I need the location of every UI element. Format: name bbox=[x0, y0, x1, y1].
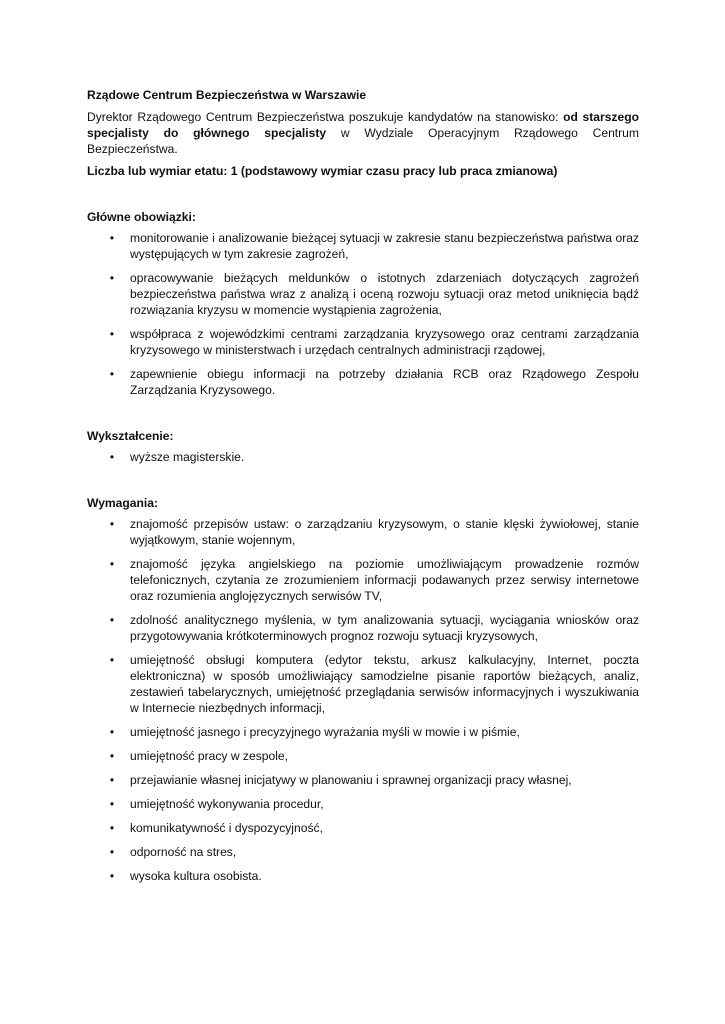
list-item bbox=[87, 230, 639, 262]
list-item bbox=[87, 748, 639, 764]
list-item-text: wysoka kultura osobista. bbox=[130, 869, 262, 883]
bullet-icon: • bbox=[109, 557, 115, 571]
list-item-text: umiejętność wykonywania procedur, bbox=[130, 797, 324, 811]
list-item-text: przejawianie własnej inicjatywy w planowaniu i sprawnej organizacji pracy własnej, bbox=[130, 773, 572, 787]
list-item-text: wyższe magisterskie. bbox=[130, 450, 245, 464]
list-item bbox=[87, 516, 639, 548]
intro-text-end: w Wydziale Operacyjnym Rządowego Centrum Bezpieczeństwa. bbox=[87, 126, 639, 156]
bullet-icon: • bbox=[109, 821, 115, 835]
list-item bbox=[87, 724, 639, 740]
list-item bbox=[87, 844, 639, 860]
intro-paragraph bbox=[87, 109, 639, 157]
intro-text-start: Dyrektor Rządowego Centrum Bezpieczeństwa poszukuje kandydatów na stanowisko: bbox=[87, 110, 564, 124]
bullet-icon: • bbox=[109, 869, 115, 883]
list-item-text: znajomość języka angielskiego na poziomie umożliwiającym prowadzenie rozmów telefonicznych, czytania ze zrozumieniem informacji podawanych przez serwisy internetowe oraz rozumienia anglojęzycznych serwisów TV, bbox=[130, 557, 639, 603]
list-item-text: zapewnienie obiegu informacji na potrzeby działania RCB oraz Rządowego Zespołu Zarządzania Kryzysowego. bbox=[130, 367, 639, 397]
list-item-text: umiejętność obsługi komputera (edytor tekstu, arkusz kalkulacyjny, Internet, poczta elektroniczna) w sposób umożliwiający samodzielne pisanie raportów bieżących, analiz, zestawień tabelarycznych, umiejętność przeglądania serwisów informacyjnych i wyszukiwania w Internecie niezbędnych informacji, bbox=[130, 653, 639, 715]
list-item bbox=[87, 868, 639, 884]
duties-heading: Główne obowiązki: bbox=[87, 210, 196, 224]
bullet-icon: • bbox=[109, 613, 115, 627]
bullet-icon: • bbox=[109, 327, 115, 341]
list-item-text: opracowywanie bieżących meldunków o istotnych zdarzeniach dotyczących zagrożeń bezpieczeństwa państwa wraz z analizą i oceną rozwoju sytuacji oraz metod uniknięcia bądź rozwiązania kryzysu w momencie wystąpienia zagrożenia, bbox=[130, 271, 639, 317]
bullet-icon: • bbox=[109, 367, 115, 381]
list-item bbox=[87, 612, 639, 644]
document-content bbox=[87, 87, 639, 892]
fte-line: Liczba lub wymiar etatu: 1 (podstawowy wymiar czasu pracy lub praca zmianowa) bbox=[87, 164, 558, 178]
bullet-icon: • bbox=[109, 797, 115, 811]
bullet-icon: • bbox=[109, 271, 115, 285]
education-list bbox=[87, 449, 639, 465]
list-item bbox=[87, 270, 639, 318]
requirements-heading: Wymagania: bbox=[87, 496, 159, 510]
list-item bbox=[87, 366, 639, 398]
list-item-text: współpraca z wojewódzkimi centrami zarządzania kryzysowego oraz centrami zarządzania kryzysowego w ministerstwach i urzędach centralnych administracji rządowej, bbox=[130, 327, 639, 357]
education-heading: Wykształcenie: bbox=[87, 429, 174, 443]
list-item bbox=[87, 820, 639, 836]
bullet-icon: • bbox=[109, 749, 115, 763]
list-item bbox=[87, 449, 639, 465]
bullet-icon: • bbox=[109, 653, 115, 667]
bullet-icon: • bbox=[109, 845, 115, 859]
list-item-text: odporność na stres, bbox=[130, 845, 237, 859]
bullet-icon: • bbox=[109, 517, 115, 531]
list-item-text: monitorowanie i analizowanie bieżącej sytuacji w zakresie stanu bezpieczeństwa państwa oraz występujących w tym zakresie zagrożeń, bbox=[130, 231, 639, 261]
list-item bbox=[87, 326, 639, 358]
list-item bbox=[87, 796, 639, 812]
list-item-text: umiejętność jasnego i precyzyjnego wyrażania myśli w mowie i w piśmie, bbox=[130, 725, 520, 739]
list-item-text: umiejętność pracy w zespole, bbox=[130, 749, 288, 763]
organization-title: Rządowe Centrum Bezpieczeństwa w Warszawie bbox=[87, 88, 367, 102]
list-item-text: komunikatywność i dyspozycyjność, bbox=[130, 821, 323, 835]
bullet-icon: • bbox=[109, 450, 115, 464]
list-item bbox=[87, 556, 639, 604]
bullet-icon: • bbox=[109, 725, 115, 739]
bullet-icon: • bbox=[109, 773, 115, 787]
list-item bbox=[87, 772, 639, 788]
list-item bbox=[87, 652, 639, 716]
requirements-list bbox=[87, 516, 639, 884]
list-item-text: znajomość przepisów ustaw: o zarządzaniu kryzysowym, o stanie klęski żywiołowej, stanie wyjątkowym, stanie wojennym, bbox=[130, 517, 639, 547]
bullet-icon: • bbox=[109, 231, 115, 245]
duties-list bbox=[87, 230, 639, 398]
position-title: od starszego specjalisty do głównego specjalisty bbox=[87, 110, 639, 140]
list-item-text: zdolność analitycznego myślenia, w tym analizowania sytuacji, wyciągania wniosków oraz przygotowywania krótkoterminowych prognoz rozwoju sytuacji kryzysowych, bbox=[130, 613, 639, 643]
